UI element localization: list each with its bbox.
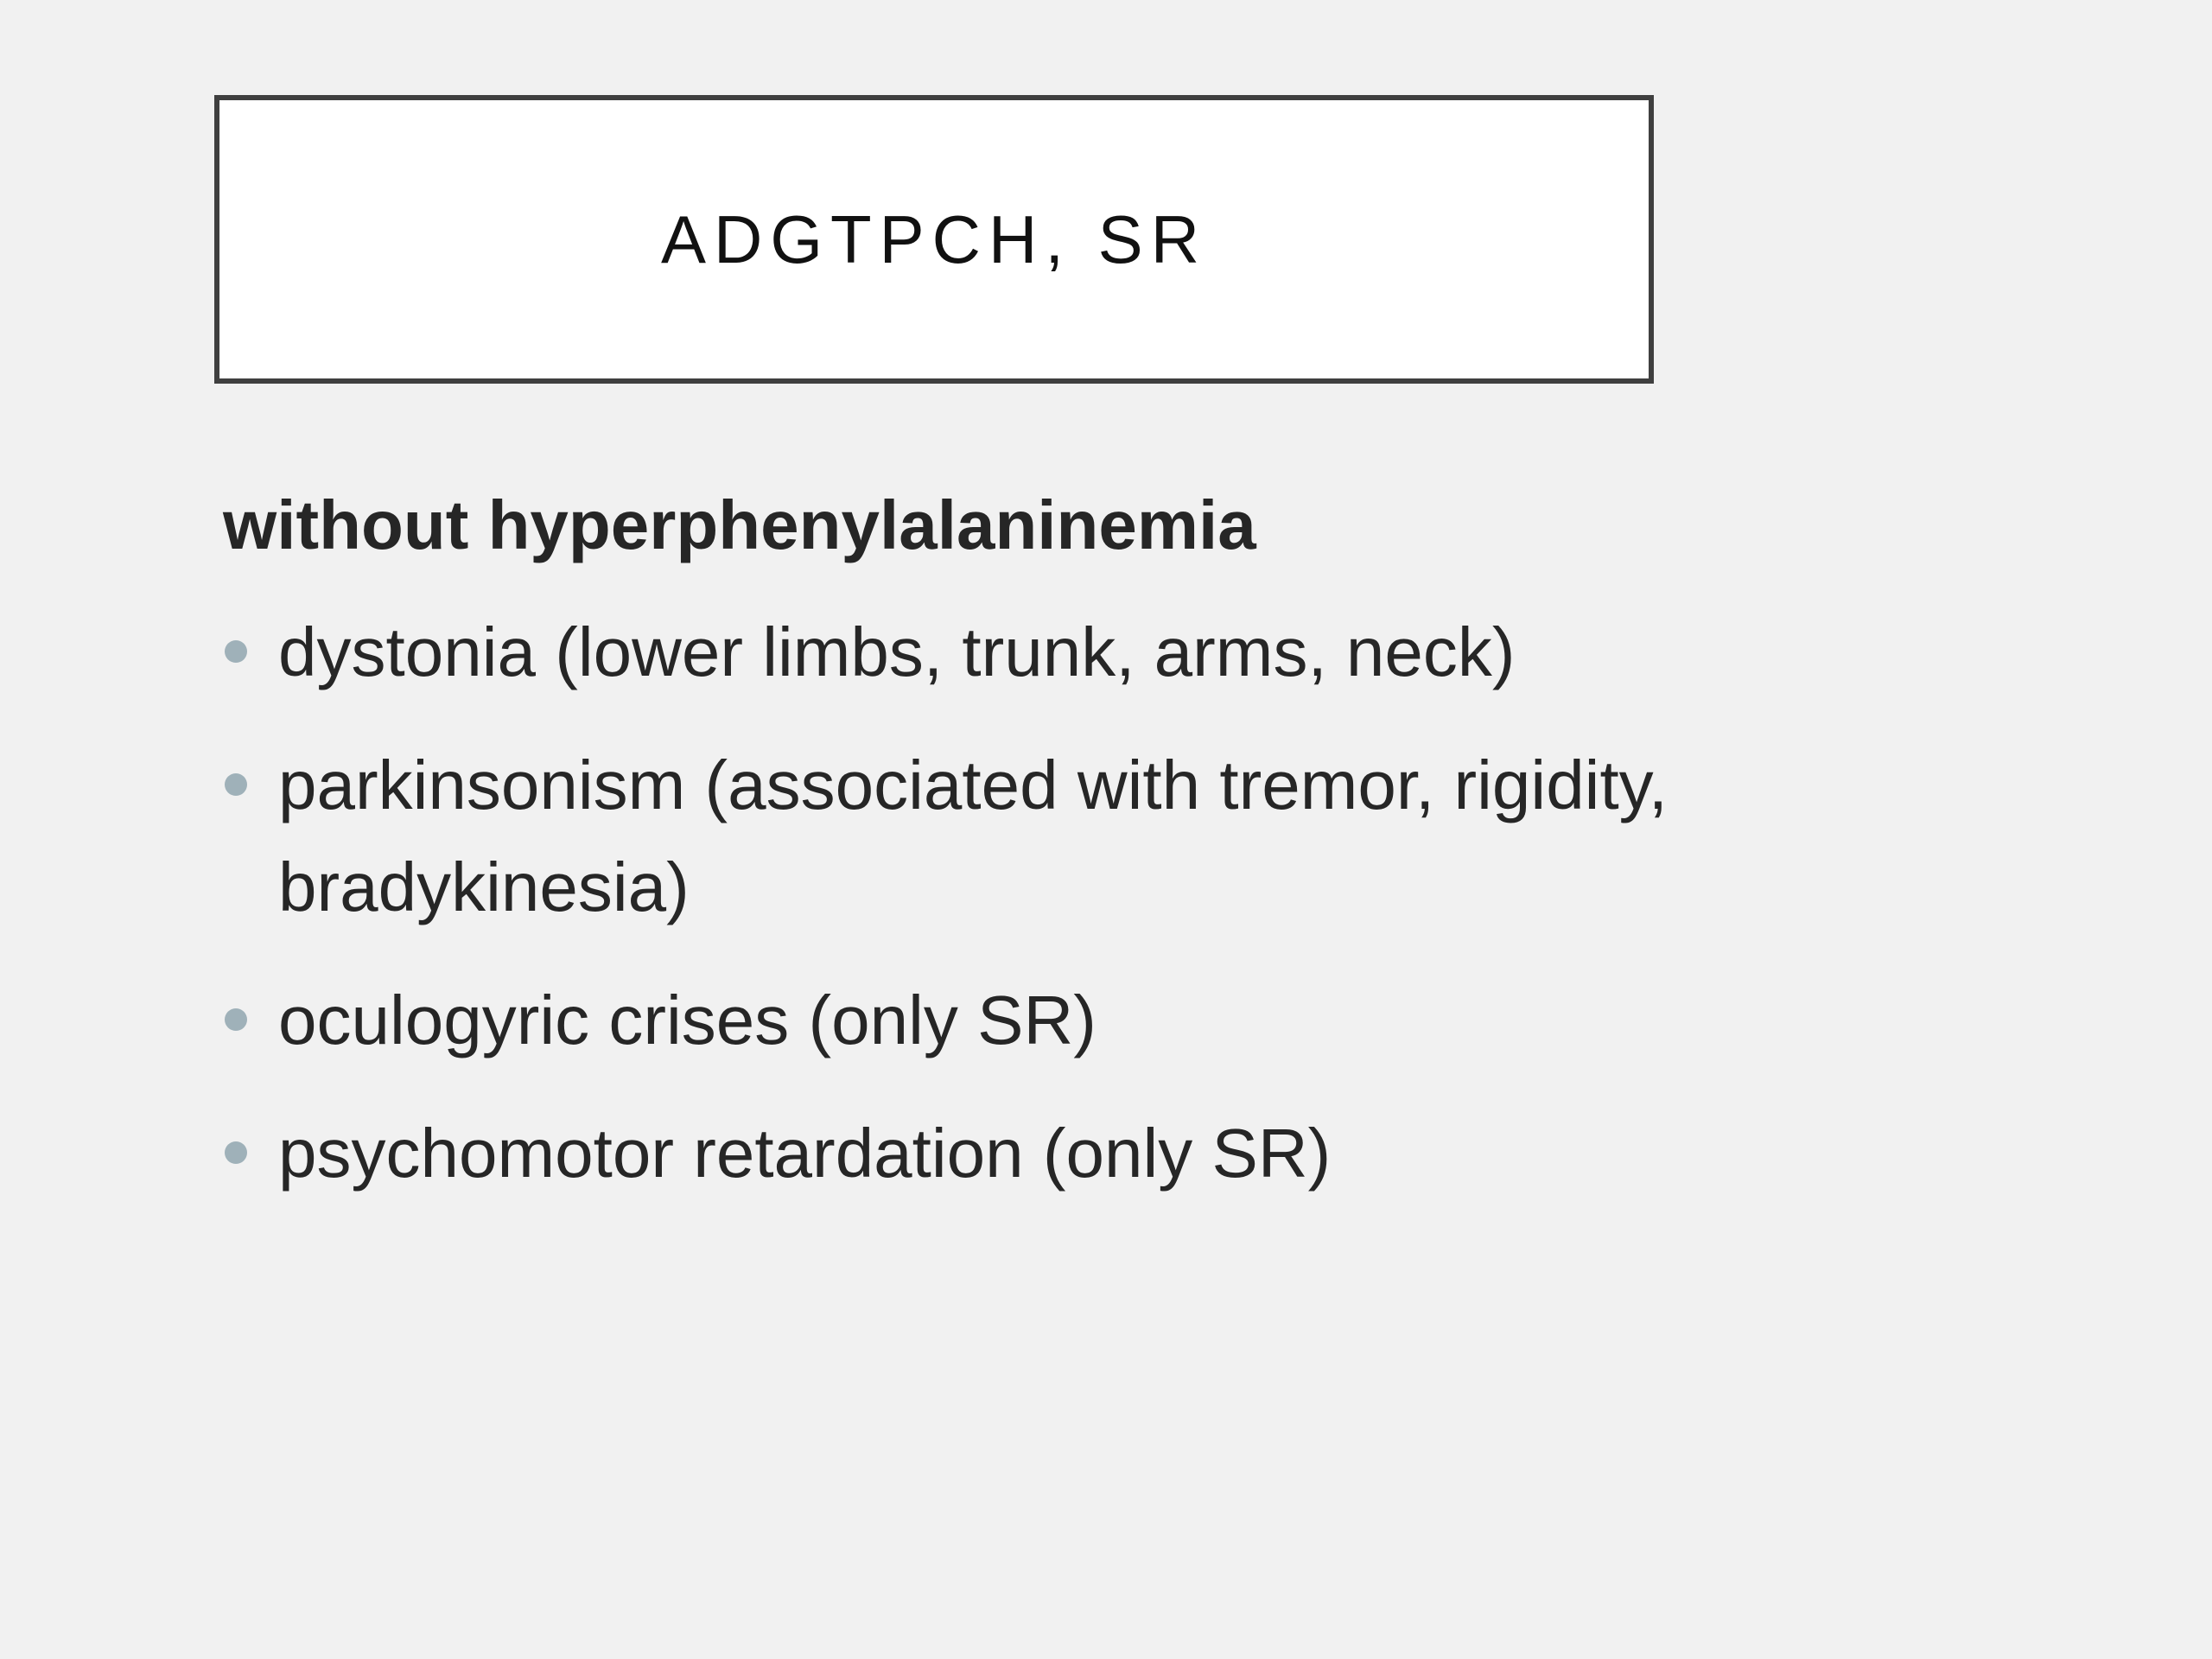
list-item <box>223 734 2037 938</box>
list-item <box>223 601 2037 703</box>
bullet-text: dystonia (lower limbs, trunk, arms, neck) <box>278 613 1516 690</box>
slide-subheading: without hyperphenylalaninemia <box>223 486 1256 563</box>
bullet-text: oculogyric crises (only SR) <box>278 982 1096 1058</box>
bullet-icon <box>225 1141 247 1164</box>
slide-content <box>223 484 2037 1236</box>
bullet-list <box>223 601 2037 1205</box>
bullet-icon <box>225 773 247 796</box>
bullet-icon <box>225 640 247 663</box>
list-item <box>223 1103 2037 1205</box>
bullet-text: psychomotor retardation (only SR) <box>278 1115 1332 1192</box>
bullet-icon <box>225 1008 247 1031</box>
slide-title-box <box>214 95 1654 384</box>
slide-title: ADGTPCH, SR <box>660 200 1208 277</box>
bullet-text: parkinsonism (associated with tremor, rigidity, bradykinesia) <box>278 747 1668 925</box>
list-item <box>223 969 2037 1071</box>
